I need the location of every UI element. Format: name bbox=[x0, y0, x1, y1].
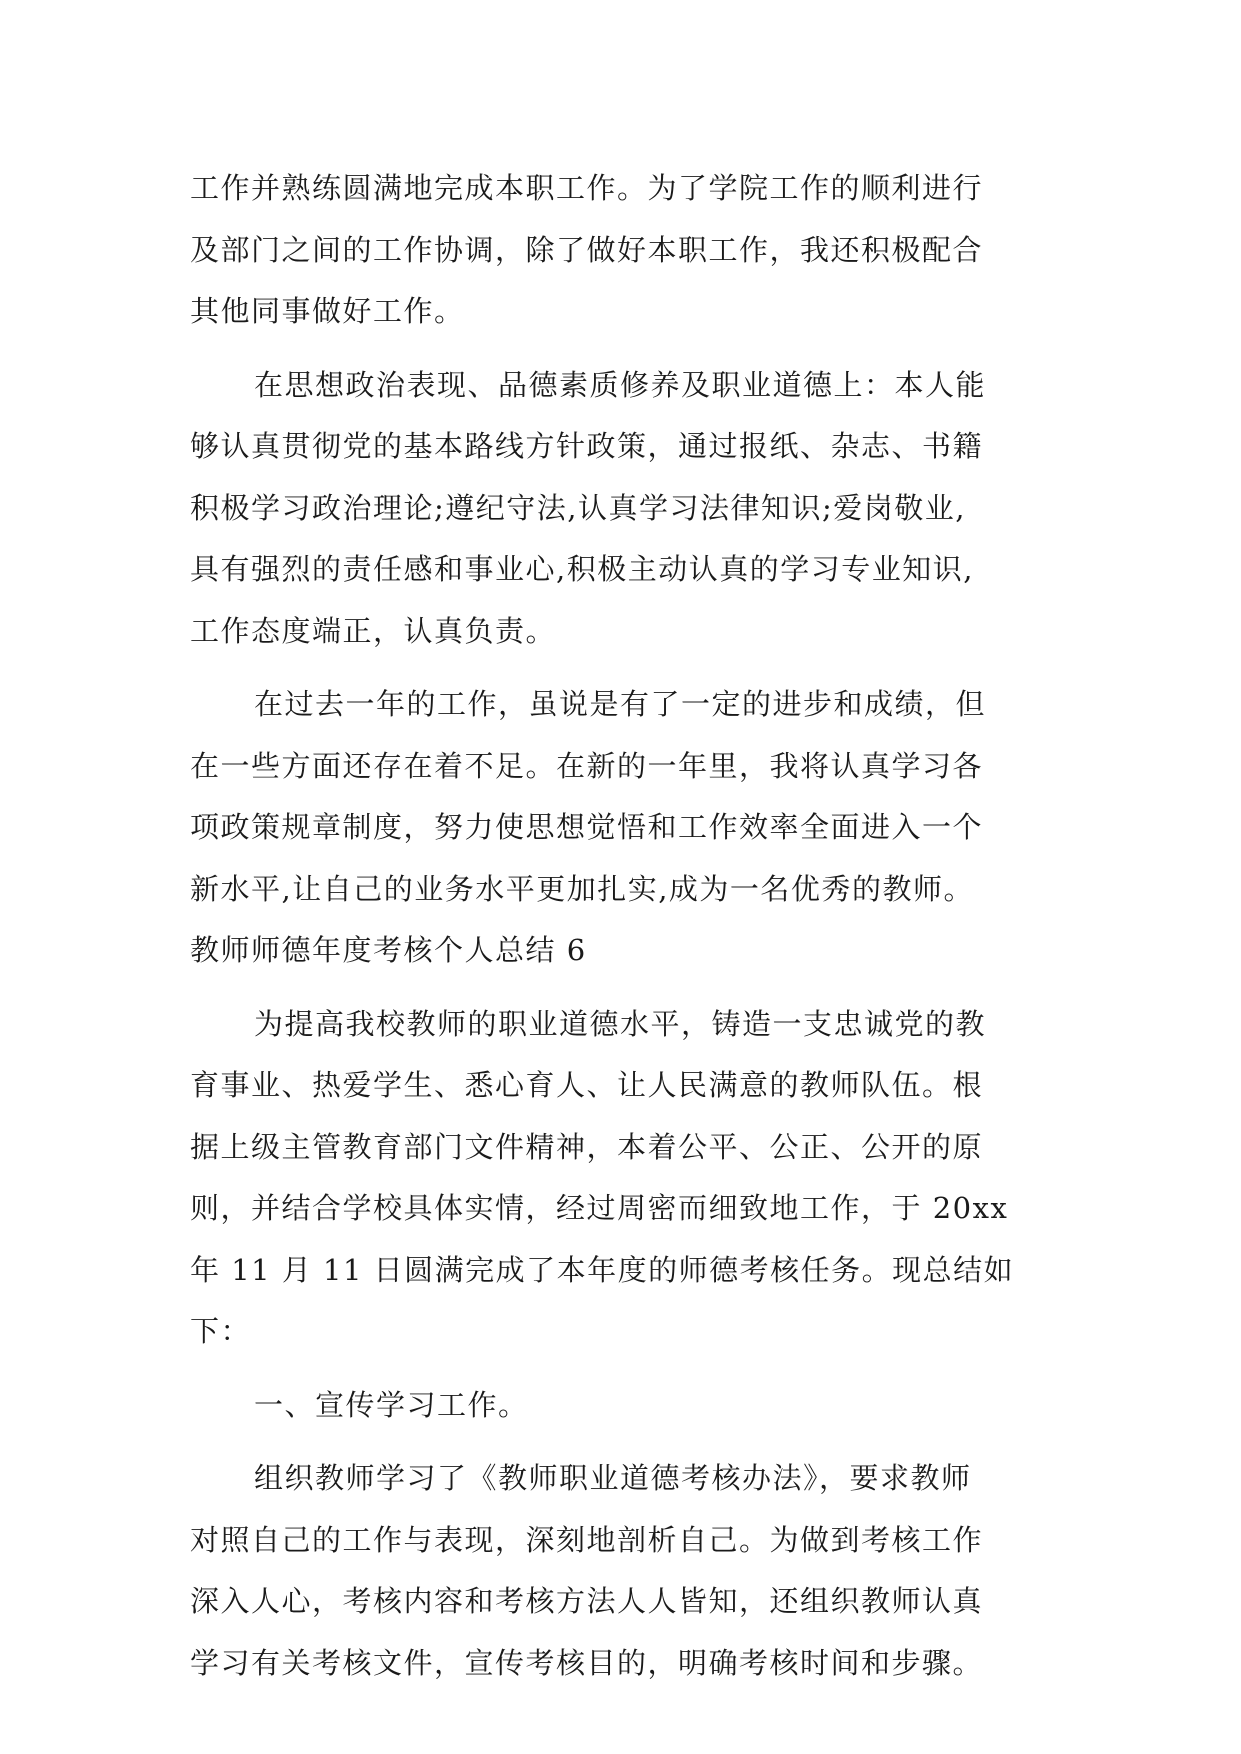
text-line: 工作并熟练圆满地完成本职工作。为了学院工作的顺利进行 bbox=[190, 171, 984, 205]
text-line: 则，并结合学校具体实情，经过周密而细致地工作，于 20xx bbox=[190, 1191, 1009, 1225]
text-line: 据上级主管教育部门文件精神，本着公平、公正、公开的原 bbox=[190, 1129, 984, 1164]
text-line: 其他同事做好工作。 bbox=[190, 294, 465, 328]
document-body bbox=[190, 158, 1060, 1694]
text-line: 积极学习政治理论;遵纪守法,认真学习法律知识;爱岗敬业, bbox=[190, 490, 966, 525]
text-line: 具有强烈的责任感和事业心,积极主动认真的学习专业知识, bbox=[190, 552, 974, 586]
text-line: 为提高我校教师的职业道德水平，铸造一支忠诚党的教 bbox=[254, 1006, 987, 1041]
text-line: 在思想政治表现、品德素质修养及职业道德上：本人能 bbox=[254, 367, 987, 402]
text-line: 年 11 月 11 日圆满完成了本年度的师德考核任务。现总结如 bbox=[190, 1252, 1015, 1287]
text-line: 教师师德年度考核个人总结 6 bbox=[190, 933, 587, 967]
text-line: 组织教师学习了《教师职业道德考核办法》，要求教师 bbox=[254, 1461, 972, 1495]
text-line: 及部门之间的工作协调，除了做好本职工作，我还积极配合 bbox=[190, 232, 984, 267]
text-line: 新水平,让自己的业务水平更加扎实,成为一名优秀的教师。 bbox=[190, 871, 974, 906]
text-line: 深入人心，考核内容和考核方法人人皆知，还组织教师认真 bbox=[190, 1584, 984, 1618]
text-line: 学习有关考核文件，宣传考核目的，明确考核时间和步骤。 bbox=[190, 1645, 984, 1680]
text-line: 工作态度端正，认真负责。 bbox=[190, 613, 557, 648]
text-line: 下： bbox=[190, 1314, 252, 1348]
text-line: 项政策规章制度，努力使思想觉悟和工作效率全面进入一个 bbox=[190, 810, 984, 844]
text-line: 对照自己的工作与表现，深刻地剖析自己。为做到考核工作 bbox=[190, 1522, 984, 1557]
text-line: 在过去一年的工作，虽说是有了一定的进步和成绩，但 bbox=[254, 687, 987, 721]
text-line: 育事业、热爱学生、悉心育人、让人民满意的教师队伍。根 bbox=[190, 1068, 984, 1102]
text-line: 够认真贯彻党的基本路线方针政策，通过报纸、杂志、书籍 bbox=[190, 429, 984, 463]
text-line: 在一些方面还存在着不足。在新的一年里，我将认真学习各 bbox=[190, 748, 984, 783]
text-line: 一、宣传学习工作。 bbox=[254, 1387, 529, 1422]
